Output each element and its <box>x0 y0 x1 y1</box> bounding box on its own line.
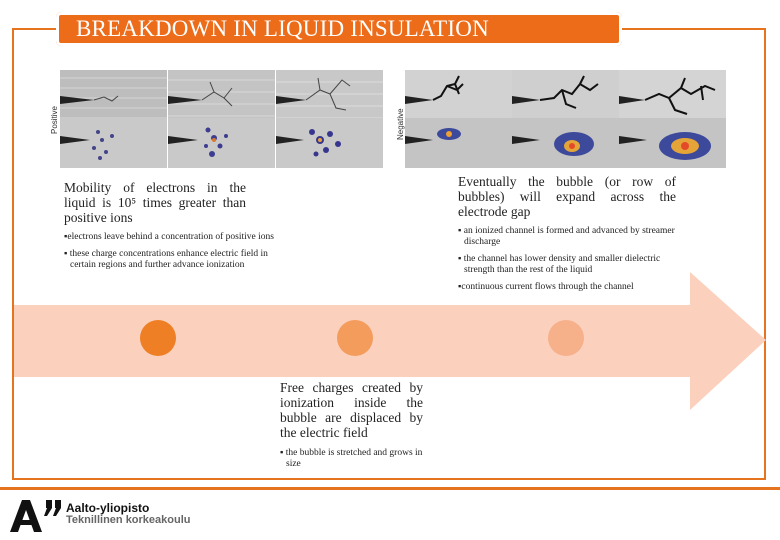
right-bullets-block <box>458 226 680 299</box>
middle-bullets-block <box>280 448 423 476</box>
right-bullet: ▪ an ionized channel is formed and advanced by streamer discharge <box>458 226 675 247</box>
left-bullet: ▪electrons leave behind a concentration of positive ions <box>64 232 274 242</box>
positive-color-3 <box>276 118 383 168</box>
left-bullet: ▪ these charge concentrations enhance electric field in certain regions and further advance ionization <box>64 249 268 270</box>
footer-rule <box>0 487 780 490</box>
left-bullets-block <box>64 232 278 277</box>
logo-line-2: Teknillinen korkeakoulu <box>66 514 191 526</box>
aalto-logo-icon <box>8 496 64 534</box>
slide-title: BREAKDOWN IN LIQUID INSULATION <box>76 16 489 41</box>
logo-line-1: Aalto-yliopisto <box>66 501 150 515</box>
middle-bullet: ▪ the bubble is stretched and grows in size <box>280 448 423 469</box>
right-bullet: ▪ the channel has lower density and smaller dielectric strength than the rest of the liquid <box>458 254 661 275</box>
positive-label: Positive <box>50 105 59 134</box>
right-bullet: ▪continuous current flows through the channel <box>458 282 634 292</box>
stage-1-circle <box>140 320 176 356</box>
stage-3-circle <box>548 320 584 356</box>
positive-color-1 <box>60 118 167 168</box>
left-text-block <box>64 180 246 225</box>
negative-color-2 <box>512 118 619 168</box>
negative-color-1 <box>405 118 512 168</box>
stage-2-circle <box>337 320 373 356</box>
negative-label: Negative <box>396 108 405 140</box>
middle-text-block <box>280 380 423 440</box>
right-main-text: Eventually the bubble (or row of bubbles) will expand across the electrode gap <box>458 174 676 219</box>
left-main-text: Mobility of electrons in the liquid is 10⁵ times greater than positive ions <box>64 180 246 225</box>
positive-color-2 <box>168 118 275 168</box>
negative-color-3 <box>619 118 726 168</box>
right-text-block <box>458 174 676 219</box>
middle-main-text: Free charges created by ionization inside the bubble are displaced by the electric field <box>280 380 423 440</box>
